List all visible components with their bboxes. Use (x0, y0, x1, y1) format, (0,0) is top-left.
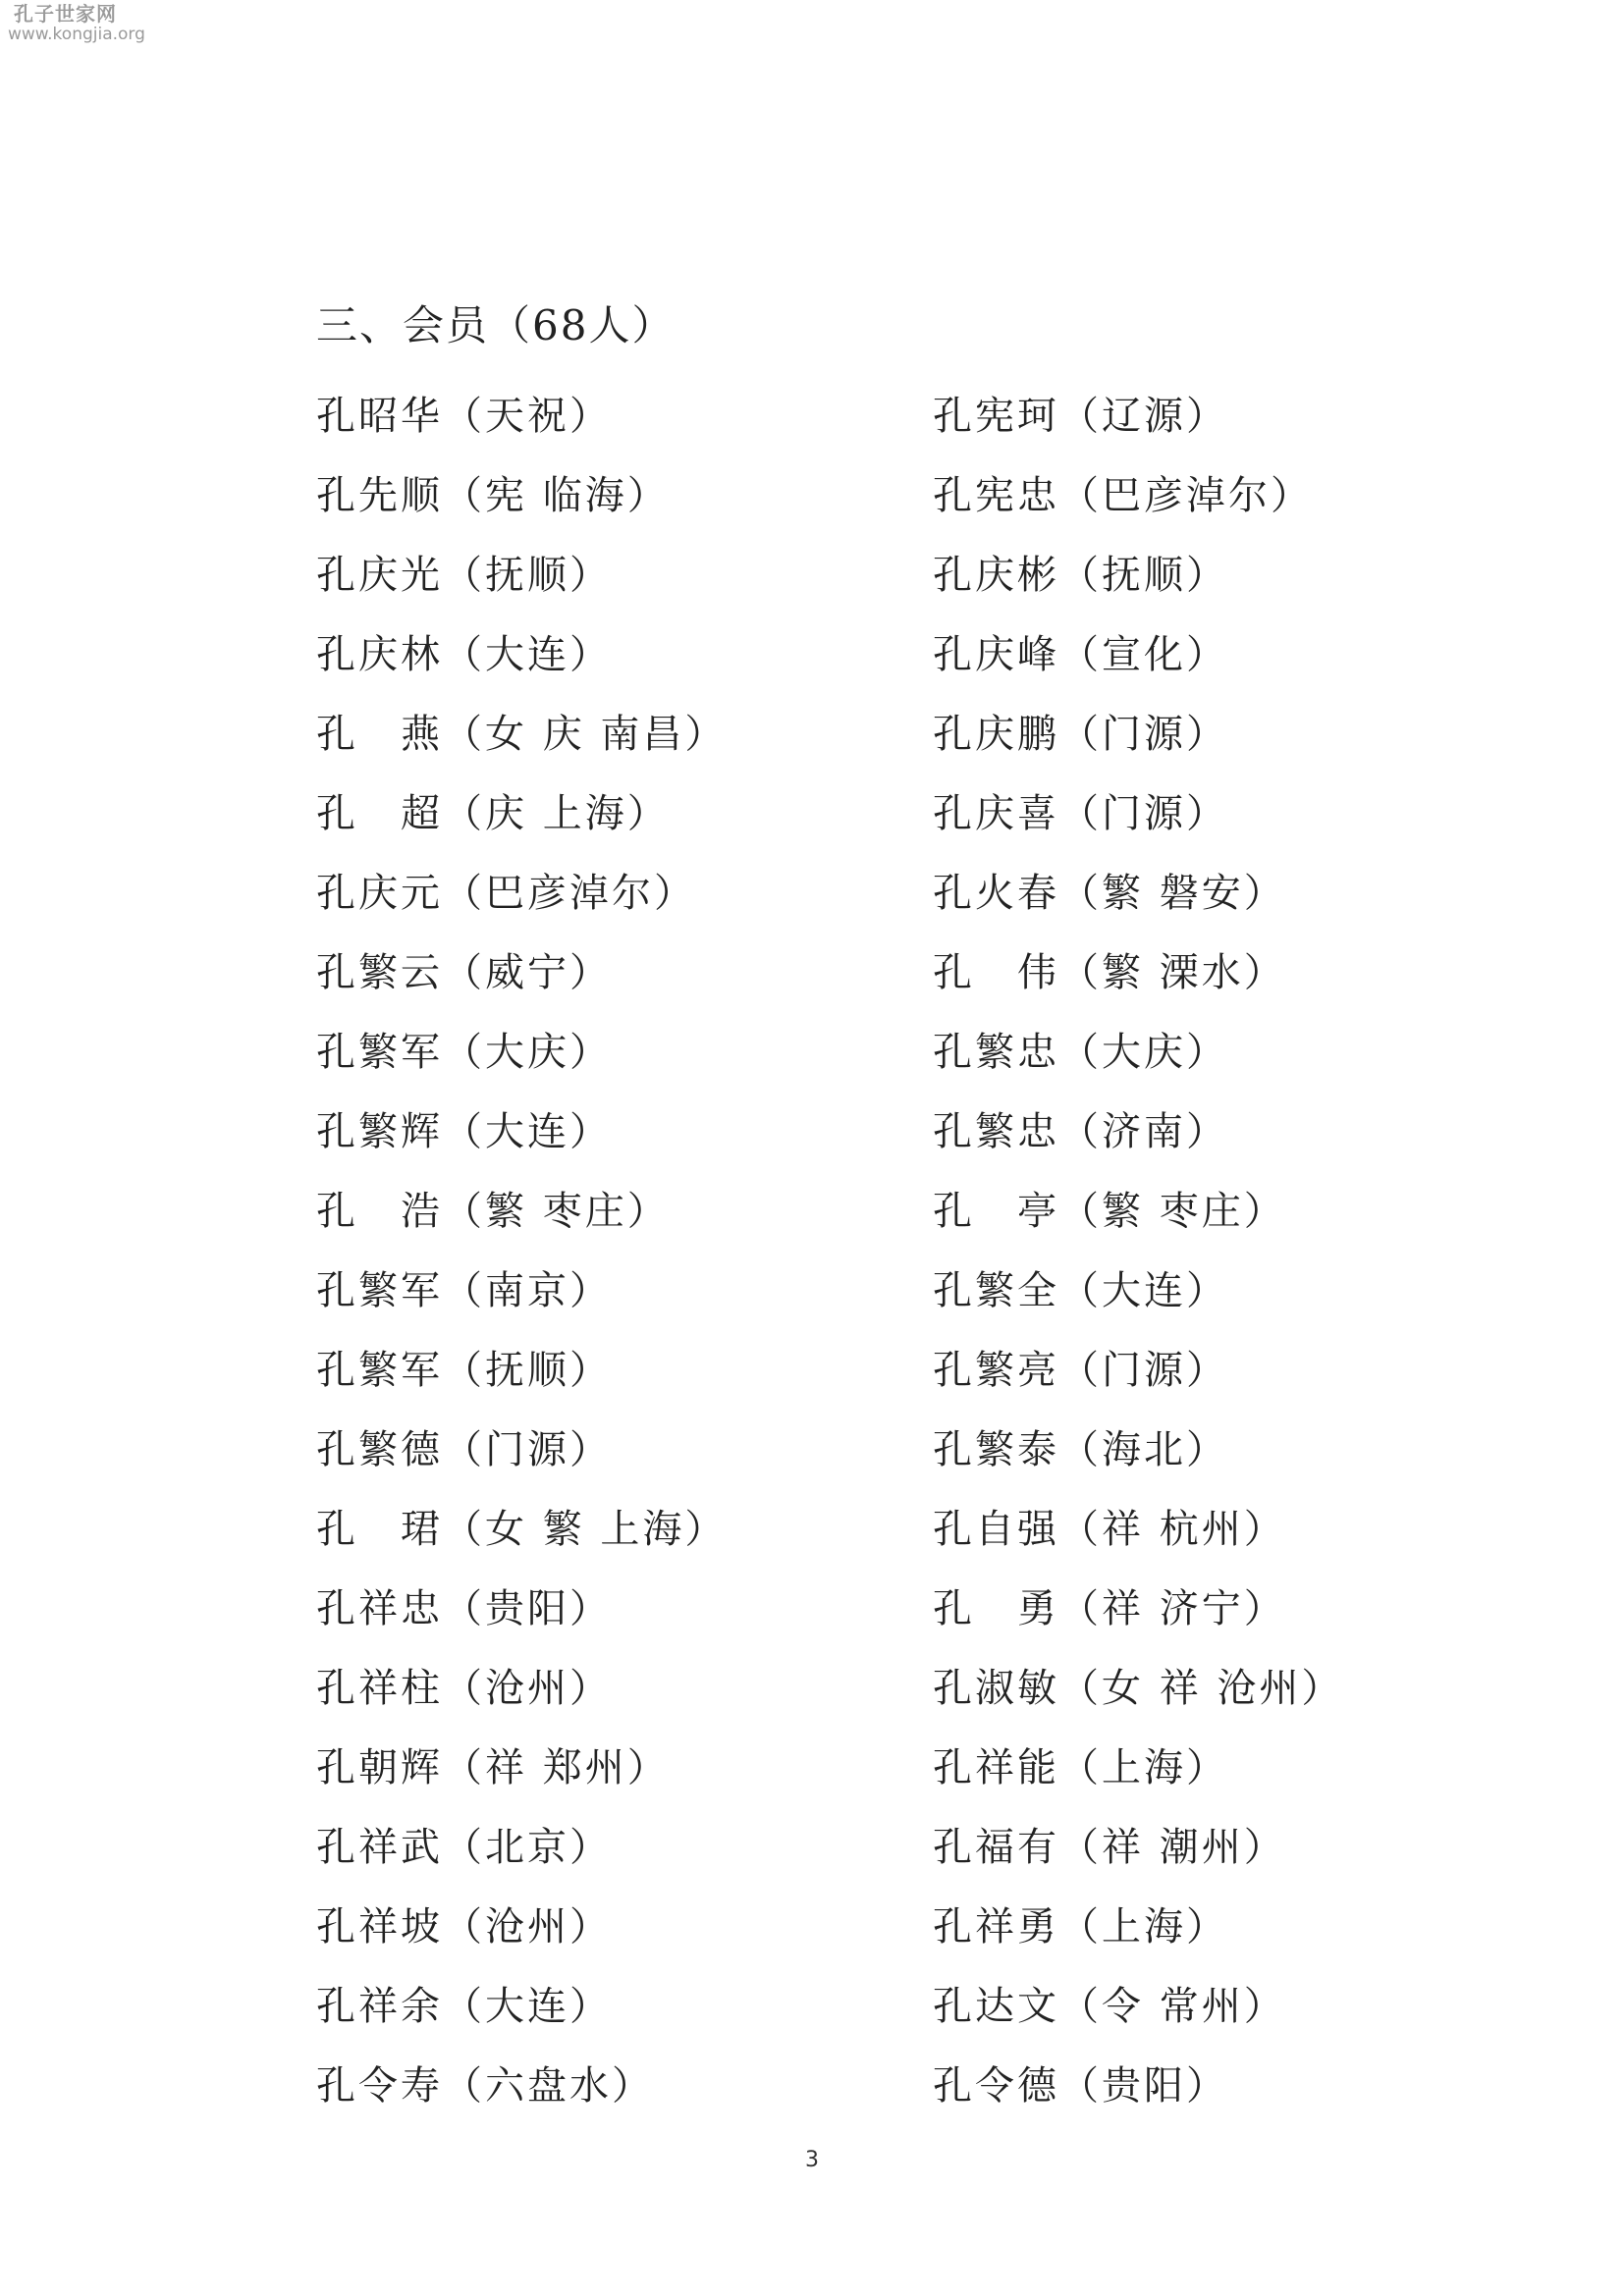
member-entry: 孔繁军（大庆） (316, 1030, 612, 1075)
member-row (316, 1808, 1406, 1888)
member-entry: 孔祥能（上海） (933, 1745, 1228, 1790)
member-entry: 孔祥柱（沧州） (316, 1666, 612, 1711)
member-row (316, 456, 1406, 536)
member-entry: 孔庆元（巴彦淖尔） (316, 871, 696, 916)
member-entry: 孔宪忠（巴彦淖尔） (933, 473, 1313, 518)
member-row (316, 1172, 1406, 1252)
member-entry: 孔令德（贵阳） (933, 2063, 1228, 2109)
member-row (316, 1490, 1406, 1570)
watermark-site-name: 孔子世家网 (14, 2, 117, 26)
member-row (316, 1888, 1406, 1967)
member-row (316, 2047, 1406, 2126)
watermark-url: www.kongjia.org (8, 25, 145, 44)
member-entry: 孔祥勇（上海） (933, 1904, 1228, 1949)
page-number: 3 (805, 2148, 819, 2172)
member-entry: 孔先顺（宪 临海） (316, 473, 670, 518)
member-row (316, 1013, 1406, 1093)
member-row (316, 1570, 1406, 1649)
member-entry: 孔繁德（门源） (316, 1427, 612, 1472)
member-entry: 孔繁军（抚顺） (316, 1348, 612, 1393)
member-row (316, 615, 1406, 695)
member-entry: 孔 亭（繁 枣庄） (933, 1189, 1286, 1234)
member-entry: 孔祥坡（沧州） (316, 1904, 612, 1949)
watermark (8, 4, 145, 43)
member-entry: 孔庆林（大连） (316, 632, 612, 677)
member-entry: 孔 浩（繁 枣庄） (316, 1189, 670, 1234)
member-row (316, 377, 1406, 456)
member-entry: 孔令寿（六盘水） (316, 2063, 654, 2109)
member-entry: 孔 珺（女 繁 上海） (316, 1507, 728, 1552)
member-row (316, 774, 1406, 854)
member-entry: 孔繁云（威宁） (316, 950, 612, 995)
member-entry: 孔祥忠（贵阳） (316, 1586, 612, 1631)
member-entry: 孔繁军（南京） (316, 1268, 612, 1313)
member-entry: 孔 超（庆 上海） (316, 791, 670, 836)
member-entry: 孔火春（繁 磐安） (933, 871, 1286, 916)
member-entry: 孔繁忠（济南） (933, 1109, 1228, 1154)
member-entry: 孔朝辉（祥 郑州） (316, 1745, 670, 1790)
section-heading: 三、会员（68人） (316, 301, 676, 349)
member-row (316, 1252, 1406, 1331)
member-entry: 孔 勇（祥 济宁） (933, 1586, 1286, 1631)
member-entry: 孔自强（祥 杭州） (933, 1507, 1286, 1552)
member-row (316, 695, 1406, 774)
member-entry: 孔淑敏（女 祥 沧州） (933, 1666, 1344, 1711)
member-entry: 孔繁泰（海北） (933, 1427, 1228, 1472)
member-entry: 孔祥余（大连） (316, 1984, 612, 2029)
member-entry: 孔庆鹏（门源） (933, 712, 1228, 757)
member-row (316, 1093, 1406, 1172)
member-entry: 孔 伟（繁 溧水） (933, 950, 1286, 995)
member-row (316, 1649, 1406, 1729)
member-entry: 孔庆彬（抚顺） (933, 553, 1228, 598)
member-entry: 孔福有（祥 潮州） (933, 1825, 1286, 1870)
member-row (316, 1729, 1406, 1808)
member-list (316, 377, 1406, 2126)
member-row (316, 1331, 1406, 1411)
member-entry: 孔庆喜（门源） (933, 791, 1228, 836)
member-entry: 孔宪珂（辽源） (933, 394, 1228, 439)
member-entry: 孔繁全（大连） (933, 1268, 1228, 1313)
member-entry: 孔 燕（女 庆 南昌） (316, 712, 728, 757)
member-entry: 孔庆峰（宣化） (933, 632, 1228, 677)
member-row (316, 854, 1406, 934)
member-row (316, 536, 1406, 615)
member-entry: 孔繁忠（大庆） (933, 1030, 1228, 1075)
member-row (316, 1411, 1406, 1490)
member-entry: 孔祥武（北京） (316, 1825, 612, 1870)
member-entry: 孔昭华（天祝） (316, 394, 612, 439)
member-entry: 孔繁辉（大连） (316, 1109, 612, 1154)
member-entry: 孔繁亮（门源） (933, 1348, 1228, 1393)
member-entry: 孔达文（令 常州） (933, 1984, 1286, 2029)
member-row (316, 934, 1406, 1013)
member-row (316, 1967, 1406, 2047)
member-entry: 孔庆光（抚顺） (316, 553, 612, 598)
